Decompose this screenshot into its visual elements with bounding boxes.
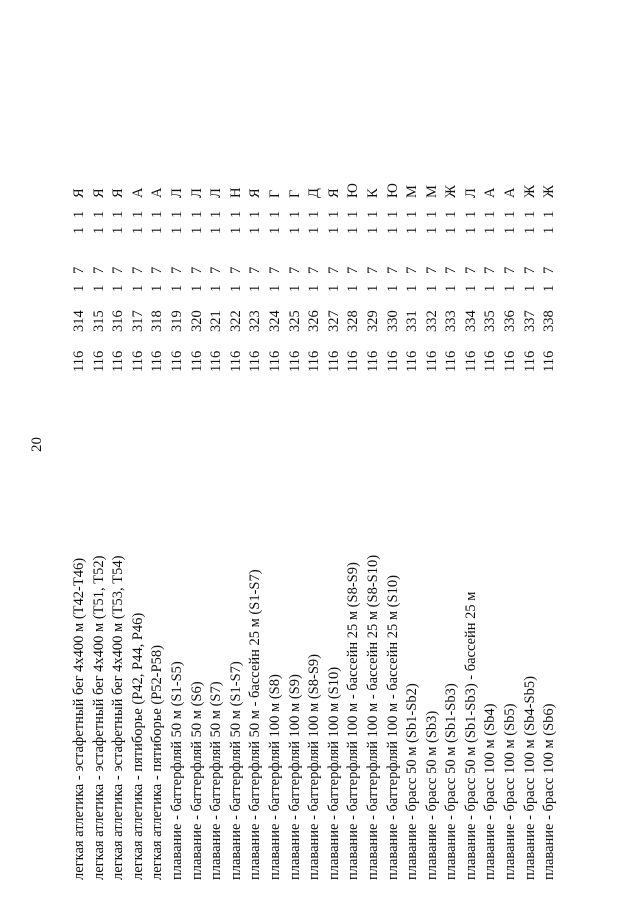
code-part: 324 (266, 310, 283, 332)
code-part: 1 (541, 284, 558, 292)
sport-code (148, 188, 168, 372)
sport-code (188, 188, 208, 372)
sport-code (246, 188, 266, 372)
table-row (109, 120, 129, 880)
code-part: 1 (71, 210, 87, 218)
sport-discipline-name: плавание - баттерфляй 50 м (S1-S5) (168, 661, 185, 880)
code-part: 1 (404, 226, 421, 234)
code-part: 116 (364, 350, 381, 372)
sport-codes-table (70, 120, 558, 880)
code-part: 1 (502, 210, 519, 218)
code-part: Я (325, 188, 342, 198)
code-part: 116 (208, 350, 225, 372)
code-part: 116 (482, 350, 499, 372)
sport-discipline-name: плавание - брасс 100 м (Sb4-Sb5) (521, 676, 538, 880)
code-part: 317 (129, 310, 146, 332)
sport-code (325, 188, 345, 372)
sport-discipline-name: плавание - баттерфляй 100 м (S8) (266, 674, 283, 880)
code-part: М (404, 185, 421, 198)
sport-code (168, 188, 188, 372)
code-part: 1 (482, 226, 499, 234)
code-part: 328 (345, 310, 362, 332)
code-part: 116 (345, 350, 362, 372)
code-part: 335 (482, 310, 499, 332)
code-part: 326 (306, 310, 323, 332)
code-part: 116 (149, 350, 166, 372)
code-part: 315 (90, 310, 107, 332)
code-part: 7 (502, 266, 519, 274)
code-part: 7 (384, 266, 401, 274)
code-part: Д (306, 188, 323, 198)
sport-code (227, 188, 247, 372)
code-part: 7 (345, 266, 362, 274)
code-part: 7 (443, 266, 460, 274)
sport-discipline-name: легкая атлетика - эстафетный бег 4х400 м (Т42-Т46) (71, 557, 87, 880)
code-part: 1 (90, 226, 107, 234)
code-part: 1 (227, 284, 244, 292)
code-part: 1 (541, 226, 558, 234)
sport-code (207, 188, 227, 372)
sport-discipline-name: плавание - брасс 50 м (Sb1-Sb3) (443, 683, 460, 880)
code-part: 116 (129, 350, 146, 372)
code-part: 7 (208, 266, 225, 274)
code-part: 1 (90, 210, 107, 218)
code-part: 1 (286, 210, 303, 218)
code-part: 1 (286, 284, 303, 292)
code-part: 1 (521, 284, 538, 292)
table-row (384, 120, 404, 880)
code-part: 7 (325, 266, 342, 274)
sport-code (344, 183, 364, 372)
code-part: Ж (521, 185, 538, 198)
sport-discipline-name: плавание - баттерфляй 100 м - бассейн 25 м (S10) (384, 575, 401, 880)
table-row (501, 120, 521, 880)
code-part: 1 (110, 210, 127, 218)
code-part: 116 (502, 350, 519, 372)
table-row (227, 120, 247, 880)
code-part: 7 (482, 266, 499, 274)
sport-code (364, 188, 384, 372)
code-part: 116 (168, 350, 185, 372)
code-part: 1 (168, 284, 185, 292)
sport-discipline-name: плавание - баттерфляй 50 м (S7) (208, 681, 225, 880)
code-part: 116 (404, 350, 421, 372)
code-part: 1 (443, 226, 460, 234)
code-part: Л (188, 188, 205, 198)
code-part: 1 (423, 226, 440, 234)
code-part: 116 (306, 350, 323, 372)
code-part: 338 (541, 310, 558, 332)
code-part: 1 (502, 284, 519, 292)
code-part: 1 (208, 284, 225, 292)
code-part: 1 (71, 226, 87, 234)
code-part: Я (90, 188, 107, 198)
code-part: 7 (90, 266, 107, 274)
code-part: 7 (266, 266, 283, 274)
code-part: 1 (129, 210, 146, 218)
code-part: 1 (423, 284, 440, 292)
sport-discipline-name: плавание - баттерфляй 50 м - бассейн 25 м (S1-S7) (247, 569, 264, 880)
code-part: 116 (541, 350, 558, 372)
code-part: 116 (71, 350, 87, 372)
code-part: А (129, 187, 146, 198)
code-part: Н (227, 187, 244, 198)
sport-code (286, 190, 306, 372)
table-row (266, 120, 286, 880)
code-part: 1 (129, 284, 146, 292)
code-part: 1 (306, 210, 323, 218)
code-part: 1 (286, 226, 303, 234)
code-part: 116 (325, 350, 342, 372)
page-number: 20 (29, 437, 45, 452)
code-part: Г (286, 189, 303, 198)
table-row (364, 120, 384, 880)
code-part: 1 (71, 284, 87, 292)
code-part: 318 (149, 310, 166, 332)
sport-discipline-name: плавание - брасс 50 м (Sb1-Sb2) (404, 683, 421, 880)
sport-discipline-name: плавание - брасс 100 м (Sb4) (482, 703, 499, 880)
code-part: 325 (286, 310, 303, 332)
sport-discipline-name: легкая атлетика - эстафетный бег 4х400 м (Т51, Т52) (90, 555, 107, 880)
code-part: 1 (521, 210, 538, 218)
code-part: М (423, 185, 440, 198)
table-row (246, 120, 266, 880)
code-part: 1 (168, 210, 185, 218)
table-row (148, 120, 168, 880)
table-row (442, 120, 462, 880)
table-row (286, 120, 306, 880)
code-part: 116 (90, 350, 107, 372)
code-part: 1 (423, 210, 440, 218)
code-part: 1 (384, 210, 401, 218)
code-part: 7 (364, 266, 381, 274)
code-part: 1 (482, 210, 499, 218)
sport-code (109, 188, 129, 372)
table-row (325, 120, 345, 880)
code-part: 319 (168, 310, 185, 332)
code-part: 7 (247, 266, 264, 274)
sport-code (403, 185, 423, 372)
code-part: А (482, 187, 499, 198)
code-part: 327 (325, 310, 342, 332)
code-part: Л (168, 188, 185, 198)
code-part: 1 (110, 226, 127, 234)
code-part: 1 (129, 226, 146, 234)
code-part: 321 (208, 310, 225, 332)
sport-code (90, 188, 110, 372)
table-row (70, 120, 90, 880)
code-part: Л (208, 188, 225, 198)
sport-code (540, 185, 560, 372)
code-part: 333 (443, 310, 460, 332)
code-part: 116 (227, 350, 244, 372)
sport-discipline-name: плавание - баттерфляй 100 м - бассейн 25 м (S8-S9) (345, 562, 362, 880)
code-part: 1 (325, 284, 342, 292)
sport-code (384, 183, 404, 372)
code-part: Я (110, 188, 127, 198)
code-part: 1 (384, 226, 401, 234)
sport-discipline-name: плавание - брасс 50 м (Sb1-Sb3) - бассейн 25 м (462, 591, 479, 880)
sport-code (521, 185, 541, 372)
code-part: 1 (266, 210, 283, 218)
code-part: 1 (247, 284, 264, 292)
code-part: 1 (404, 284, 421, 292)
code-part: 1 (364, 226, 381, 234)
code-part: 116 (462, 350, 479, 372)
code-part: 1 (521, 226, 538, 234)
sport-discipline-name: плавание - баттерфляй 100 м (S8-S9) (306, 654, 323, 880)
code-part: 331 (404, 310, 421, 332)
code-part: 7 (188, 266, 205, 274)
code-part: Л (462, 188, 479, 198)
code-part: 1 (149, 284, 166, 292)
sport-code (266, 190, 286, 372)
code-part: 1 (462, 284, 479, 292)
code-part: 332 (423, 310, 440, 332)
code-part: Ю (384, 183, 401, 198)
table-row (540, 120, 560, 880)
code-part: Ж (443, 185, 460, 198)
code-part: 7 (110, 266, 127, 274)
code-part: 1 (502, 226, 519, 234)
code-part: А (149, 187, 166, 198)
code-part: 316 (110, 310, 127, 332)
code-part: 116 (247, 350, 264, 372)
code-part: 330 (384, 310, 401, 332)
table-row (403, 120, 423, 880)
code-part: 1 (482, 284, 499, 292)
code-part: 336 (502, 310, 519, 332)
sport-discipline-name: плавание - баттерфляй 100 м (S9) (286, 674, 303, 880)
code-part: 1 (345, 226, 362, 234)
table-row (129, 120, 149, 880)
code-part: 1 (325, 226, 342, 234)
table-row (90, 120, 110, 880)
code-part: 7 (404, 266, 421, 274)
code-part: 1 (247, 226, 264, 234)
code-part: 7 (168, 266, 185, 274)
code-part: 1 (149, 226, 166, 234)
code-part: 116 (521, 350, 538, 372)
code-part: 7 (227, 266, 244, 274)
sport-discipline-name: плавание - брасс 100 м (Sb6) (541, 703, 558, 880)
code-part: 1 (541, 210, 558, 218)
code-part: 7 (149, 266, 166, 274)
sport-code (481, 188, 501, 372)
table-row (344, 120, 364, 880)
code-part: 7 (129, 266, 146, 274)
code-part: 1 (90, 284, 107, 292)
code-part: 116 (188, 350, 205, 372)
sport-code (129, 188, 149, 372)
code-part: 1 (364, 210, 381, 218)
code-part: Г (266, 189, 283, 198)
code-part: 1 (208, 226, 225, 234)
code-part: 1 (306, 226, 323, 234)
code-part: К (364, 188, 381, 198)
table-row (188, 120, 208, 880)
sport-code (70, 188, 90, 372)
code-part: А (502, 187, 519, 198)
code-part: 1 (404, 210, 421, 218)
code-part: 323 (247, 310, 264, 332)
table-row (521, 120, 541, 880)
code-part: 7 (71, 266, 87, 274)
sport-code (501, 188, 521, 372)
code-part: 7 (286, 266, 303, 274)
code-part: 334 (462, 310, 479, 332)
code-part: 1 (345, 284, 362, 292)
sport-discipline-name: плавание - баттерфляй 50 м (S1-S7) (227, 661, 244, 880)
table-row (481, 120, 501, 880)
code-part: 1 (168, 226, 185, 234)
code-part: 314 (71, 310, 87, 332)
code-part: 1 (227, 210, 244, 218)
code-part: 1 (462, 226, 479, 234)
code-part: 1 (384, 284, 401, 292)
code-part: 1 (345, 210, 362, 218)
code-part: 320 (188, 310, 205, 332)
code-part: 329 (364, 310, 381, 332)
code-part: 1 (188, 284, 205, 292)
code-part: 1 (247, 210, 264, 218)
table-row (168, 120, 188, 880)
code-part: 1 (110, 284, 127, 292)
code-part: 116 (384, 350, 401, 372)
code-part: Я (71, 188, 87, 198)
code-part: 116 (110, 350, 127, 372)
code-part: 116 (286, 350, 303, 372)
code-part: 1 (443, 284, 460, 292)
code-part: Ю (345, 183, 362, 198)
code-part: 7 (462, 266, 479, 274)
code-part: 1 (188, 210, 205, 218)
code-part: 7 (541, 266, 558, 274)
table-row (207, 120, 227, 880)
code-part: 116 (423, 350, 440, 372)
sport-discipline-name: плавание - брасс 100 м (Sb5) (502, 703, 519, 880)
code-part: 1 (443, 210, 460, 218)
code-part: 1 (149, 210, 166, 218)
code-part: 322 (227, 310, 244, 332)
table-row (423, 120, 443, 880)
sport-code (442, 185, 462, 372)
code-part: 7 (521, 266, 538, 274)
code-part: 1 (266, 284, 283, 292)
code-part: Ж (541, 185, 558, 198)
sport-code (305, 188, 325, 372)
code-part: Я (247, 188, 264, 198)
sport-discipline-name: плавание - баттерфляй 50 м (S6) (188, 681, 205, 880)
table-row (462, 120, 482, 880)
code-part: 1 (462, 210, 479, 218)
sport-discipline-name: легкая атлетика - пятиборье (Р52-Р58) (149, 644, 166, 880)
code-part: 1 (188, 226, 205, 234)
code-part: 1 (364, 284, 381, 292)
code-part: 337 (521, 310, 538, 332)
code-part: 1 (325, 210, 342, 218)
sport-code (423, 185, 443, 372)
code-part: 1 (227, 226, 244, 234)
code-part: 1 (208, 210, 225, 218)
code-part: 116 (266, 350, 283, 372)
sport-discipline-name: плавание - баттерфляй 100 м (S10) (325, 666, 342, 880)
sport-code (462, 188, 482, 372)
table-row (305, 120, 325, 880)
sport-discipline-name: легкая атлетика - пятиборье (Р42, Р44, Р46) (129, 612, 146, 880)
code-part: 7 (423, 266, 440, 274)
code-part: 1 (306, 284, 323, 292)
sport-discipline-name: легкая атлетика - эстафетный бег 4х400 м (Т53, Т54) (110, 555, 127, 880)
code-part: 1 (266, 226, 283, 234)
sport-discipline-name: плавание - брасс 50 м (Sb3) (423, 710, 440, 880)
sport-discipline-name: плавание - баттерфляй 100 м - бассейн 25 м (S8-S10) (364, 554, 381, 880)
code-part: 7 (306, 266, 323, 274)
code-part: 116 (443, 350, 460, 372)
